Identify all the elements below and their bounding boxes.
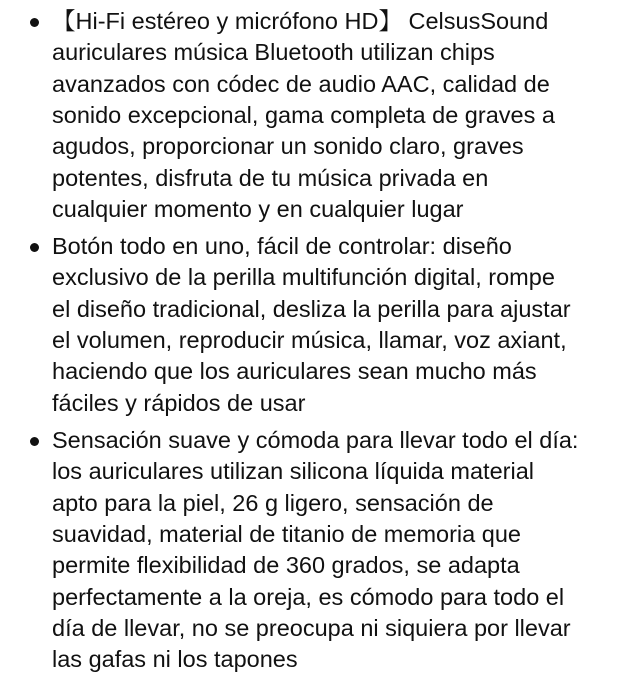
bullet-text-line: auriculares música Bluetooth utilizan chips <box>52 39 495 66</box>
bullet-text-line: los auriculares utilizan silicona líquida material <box>52 458 534 485</box>
bullet-text-line: suavidad, material de titanio de memoria que <box>52 520 521 547</box>
bullet-dot-icon <box>30 18 39 27</box>
bullet-text-line: potentes, disfruta de tu música privada en <box>52 164 489 191</box>
bullet-text-line: haciendo que los auriculares sean mucho más <box>52 358 537 385</box>
bullet-text-line: el diseño tradicional, desliza la perilla para ajustar <box>52 295 571 322</box>
bullet-text-line: permite flexibilidad de 360 grados, se adapta <box>52 552 520 579</box>
bullet-text-line: Botón todo en uno, fácil de controlar: diseño <box>52 233 512 259</box>
bullet-text-line: el volumen, reproducir música, llamar, voz axiant, <box>52 326 567 353</box>
bullet-text-line: fáciles y rápidos de usar <box>52 389 306 416</box>
bullet-text-line: Sensación suave y cómoda para llevar todo el día: <box>52 427 579 453</box>
bullet-text-line: las gafas ni los tapones <box>52 646 298 673</box>
bullet-text-line: 【Hi-Fi estéreo y micrófono HD】 CelsusSound <box>52 8 549 34</box>
bullet-text-line: agudos, proporcionar un sonido claro, graves <box>52 133 524 160</box>
bullet-text-line: exclusivo de la perilla multifunción digital, rompe <box>52 264 555 291</box>
bullet-dot-icon <box>30 243 39 252</box>
bullet-text-line: perfectamente a la oreja, es cómodo para todo el <box>52 583 565 610</box>
bullet-text-line: sonido excepcional, gama completa de graves a <box>52 101 555 128</box>
bullet-text-line: avanzados con códec de audio AAC, calidad de <box>52 70 550 97</box>
bullet-dot-icon <box>30 437 39 446</box>
bullet-text-line: apto para la piel, 26 g ligero, sensación de <box>52 489 494 516</box>
bullet-text-line: cualquier momento y en cualquier lugar <box>52 195 464 222</box>
bullet-text-line: día de llevar, no se preocupa ni siquiera por llevar <box>52 614 571 641</box>
